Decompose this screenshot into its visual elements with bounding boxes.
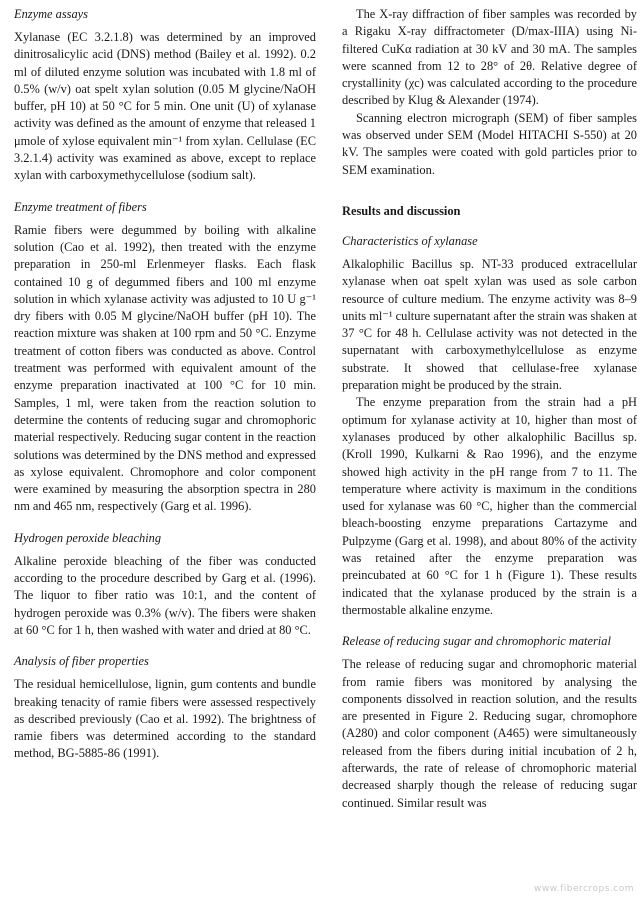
section-heading-enzyme-treatment: Enzyme treatment of fibers — [14, 199, 147, 214]
section-heading-release: Release of reducing sugar and chromophoric material — [342, 634, 611, 649]
paragraph-xylanase-2: The enzyme preparation from the strain had a pH optimum for xylanase activity at 10, higher than most of xylanases produced by other alkalophilic Bacillus sp. (Kroll 1990, Kulkarni & Rao 1996), and the enzyme showed high activity in the pH range from 7 to 11. The temperature where activity is maximum in the conditions used for xylanase was 60 °C, higher than the commercial bleach-boosting enzyme preparations Cartazyme and Pulpzyme (Garg et al. 1998), and about 80% of the activity was retained after the enzyme preparation was preincubated at 60 °C for 1 h (Figure 1). These results indicated that the xylanase produced by the strain is a thermostable alkaline enzyme. — [342, 395, 637, 617]
section-heading-results: Results and discussion — [342, 203, 461, 218]
paragraph-fiber-properties: The residual hemicellulose, lignin, gum contents and bundle breaking tenacity of ramie fibers were assessed respectively as described previously (Cao et al. 1992). The brightness of ramie fibers was determined according to the standard method, BG-5885-86 (1991). — [14, 677, 316, 761]
section-heading-fiber-properties: Analysis of fiber properties — [14, 654, 149, 669]
paragraph-xylanase-1: Alkalophilic Bacillus sp. NT-33 produced extracellular xylanase when oat spelt xylan was used as sole carbon resource of culture medium. The enzyme activity was 8–9 units ml⁻¹ culture supernatant after the strain was shaken at 37 °C for 48 h. Cellulase activity was not detected in the supernatant with carboxymethylcellulose as enzyme substrate. It showed that cellulase-free xylanase preparation might be produced by the strain. — [342, 256, 637, 393]
right-column — [342, 6, 637, 812]
section-heading-enzyme-assays: Enzyme assays — [14, 7, 88, 21]
paragraph-peroxide-bleaching: Alkaline peroxide bleaching of the fiber was conducted according to the procedure described by Garg et al. (1996). The liquor to fiber ratio was 10:1, and the content of hydrogen peroxide was 0.3% (w/v). The fibers were shaken at 60 °C for 1 h, then washed with water and dried at 80 °C. — [14, 553, 316, 637]
paragraph-enzyme-assays: Xylanase (EC 3.2.1.8) was determined by an improved dinitrosalicylic acid (DNS) method (Bailey et al. 1992). 0.2 ml of diluted enzyme solution was incubated with 1.8 ml of 0.5% (w/v) oat spelt xylan solution (0.05 M glycine/NaOH buffer, pH 10) at 50 °C for 5 min. One unit (U) of xylanase activity was defined as the amount of enzyme that released 1 μmole of xylose equivalent min⁻¹ from xylan. Cellulase (EC 3.2.1.4) activity was examined as above, except to replace xylan with carboxymethycellulose (sodium salt). — [14, 30, 316, 183]
paragraph-sem: Scanning electron micrograph (SEM) of fiber samples was observed under SEM (Model HITACHI S-550) at 20 kV. The samples were coated with gold particles prior to SEM examination. — [342, 110, 637, 177]
section-heading-peroxide-bleaching: Hydrogen peroxide bleaching — [14, 530, 162, 545]
paragraph-xray-diffraction: The X-ray diffraction of fiber samples was recorded by a Rigaku X-ray diffractometer (D/max-IIIA) using Ni-filtered CuKα radiation at 30 kV and 30 mA. The samples were scanned from 12 to 28° of 2θ. Relative degree of crystallinity (χc) was calculated according to the procedure described by Klug & Alexander (1974). — [342, 7, 637, 108]
left-column — [14, 6, 316, 763]
paragraph-enzyme-treatment: Ramie fibers were degummed by boiling with alkaline solution (Cao et al. 1992), then treated with the enzyme preparation in 250-ml Erlenmeyer flasks. Each flask contained 10 g of degummed fibers and 100 ml enzyme solution in which xylanase activity was adjusted to 10 U g⁻¹ dry fibers with 0.05 M glycine/NaOH buffer (pH 10). The reaction mixture was shaken at 100 rpm and 50 °C. Enzyme treatment of cotton fibers was conducted as above. Control treatment was performed with equivalent amount of the enzyme preparation inactivated at 100 °C for 10 min. Samples, 1 ml, were taken from the reaction solution to determine the contents of reducing sugar and chromophoric material respectively. Reducing sugar content in the reaction solutions was determined by the DNS method and expressed as xylose equivalent. Chromophore and color component were examined by measuring the absorption spectra in 280 nm and 465 nm, respectively (Garg et al. 1996). — [14, 222, 316, 514]
watermark: www.fibercrops.com — [534, 884, 634, 894]
paragraph-release: The release of reducing sugar and chromophoric material from ramie fibers was monitored by analysing the components dissolved in reaction solution, and the results are presented in Figure 2. Reducing sugar, chromophore (A280) and color component (A465) were simultaneously released from the fibers during initial incubation of 2 h, afterwards, the rate of release of chromophoric material decreased sharply though the release of reducing sugar continued. Similar result was — [342, 657, 637, 810]
section-heading-xylanase: Characteristics of xylanase — [342, 233, 478, 248]
